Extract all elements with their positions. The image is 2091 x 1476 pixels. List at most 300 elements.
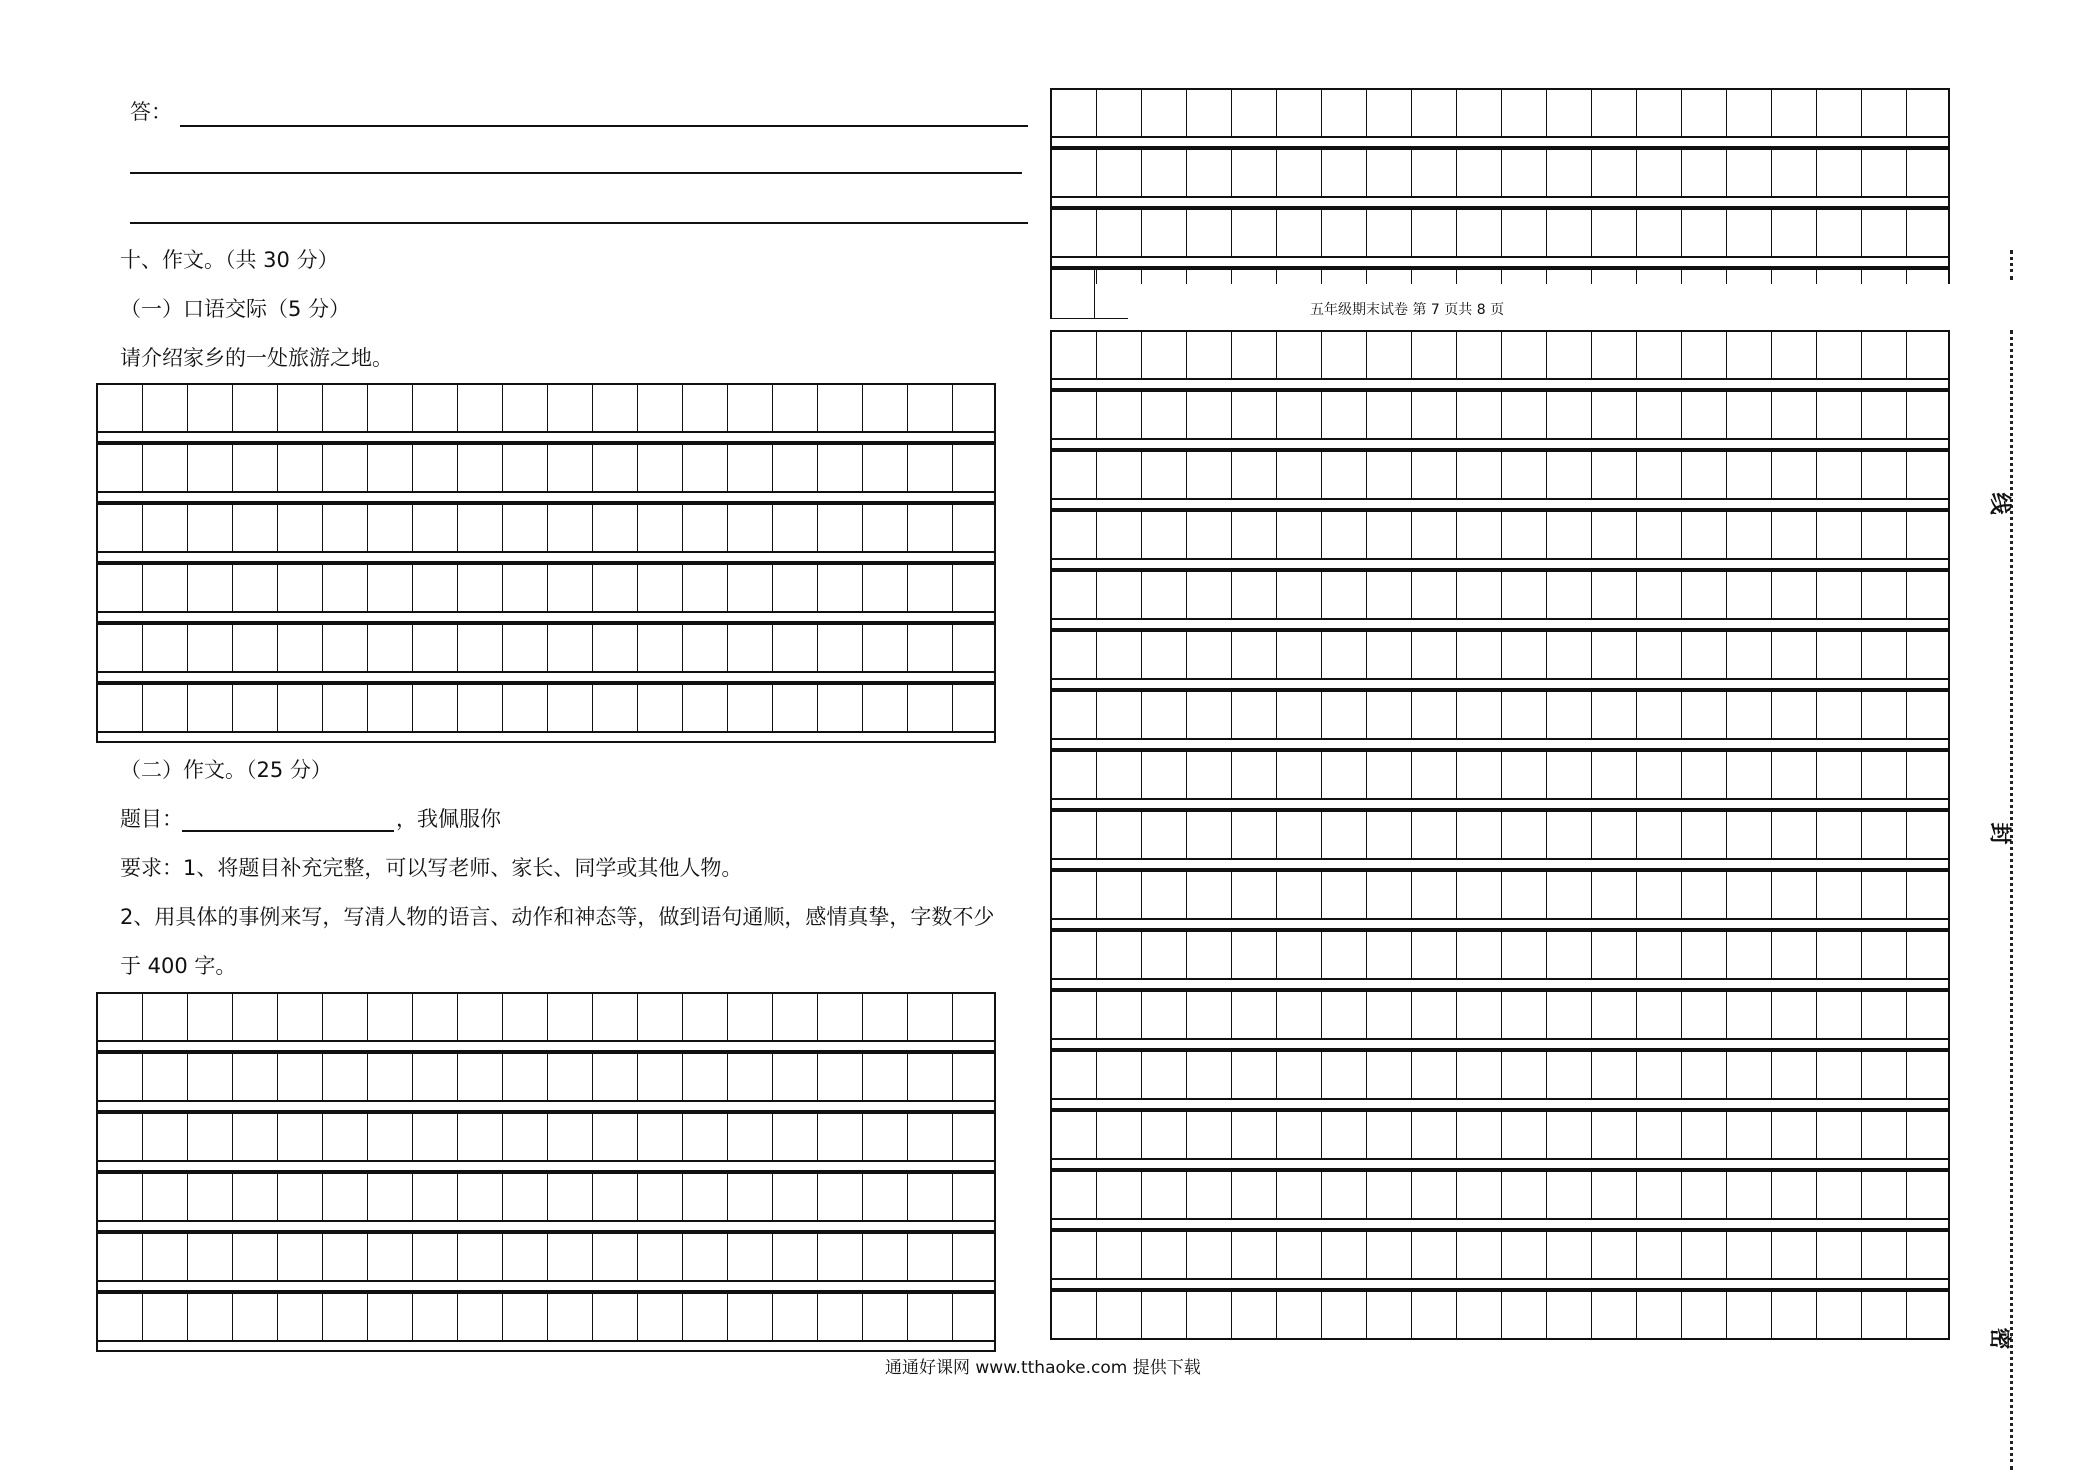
grid-cell[interactable] <box>188 1294 233 1340</box>
grid-cell[interactable] <box>1457 1232 1502 1278</box>
grid-cell[interactable] <box>278 1054 323 1100</box>
grid-cell[interactable] <box>188 994 233 1040</box>
grid-cell[interactable] <box>593 1234 638 1280</box>
grid-cell[interactable] <box>1907 932 1948 978</box>
grid-cell[interactable] <box>1592 512 1637 558</box>
grid-cell[interactable] <box>1457 1052 1502 1098</box>
grid-cell[interactable] <box>1502 270 1547 284</box>
grid-cell[interactable] <box>1457 392 1502 438</box>
grid-cell[interactable] <box>98 1234 143 1280</box>
grid-cell[interactable] <box>1142 332 1187 378</box>
grid-cell[interactable] <box>1052 872 1097 918</box>
grid-cell[interactable] <box>1457 1292 1502 1338</box>
grid-cell[interactable] <box>1232 632 1277 678</box>
grid-cell[interactable] <box>818 1234 863 1280</box>
grid-cell[interactable] <box>728 685 773 731</box>
grid-cell[interactable] <box>1727 150 1772 196</box>
grid-cell[interactable] <box>1142 752 1187 798</box>
grid-cell[interactable] <box>1547 150 1592 196</box>
grid-cell[interactable] <box>1592 932 1637 978</box>
grid-cell[interactable] <box>728 625 773 671</box>
grid-cell[interactable] <box>1907 452 1948 498</box>
grid-cell[interactable] <box>1817 752 1862 798</box>
grid-cell[interactable] <box>863 685 908 731</box>
grid-cell[interactable] <box>1457 992 1502 1038</box>
grid-cell[interactable] <box>413 994 458 1040</box>
grid-cell[interactable] <box>1367 752 1412 798</box>
grid-cell[interactable] <box>143 1294 188 1340</box>
grid-cell[interactable] <box>1682 392 1727 438</box>
grid-cell[interactable] <box>1232 872 1277 918</box>
grid-cell[interactable] <box>458 625 503 671</box>
grid-cell[interactable] <box>1232 1232 1277 1278</box>
grid-cell[interactable] <box>1277 270 1322 284</box>
grid-cell[interactable] <box>548 1114 593 1160</box>
grid-cell[interactable] <box>233 625 278 671</box>
grid-cell[interactable] <box>1592 692 1637 738</box>
grid-cell[interactable] <box>1907 572 1948 618</box>
grid-cell[interactable] <box>1457 632 1502 678</box>
grid-cell[interactable] <box>1592 1112 1637 1158</box>
grid-cell[interactable] <box>1142 1292 1187 1338</box>
grid-cell[interactable] <box>1457 1112 1502 1158</box>
grid-cell[interactable] <box>1052 1052 1097 1098</box>
grid-cell[interactable] <box>953 1114 994 1160</box>
grid-cell[interactable] <box>1772 1292 1817 1338</box>
grid-cell[interactable] <box>1142 210 1187 256</box>
grid-cell[interactable] <box>1097 1172 1142 1218</box>
grid-cell[interactable] <box>1232 812 1277 858</box>
grid-cell[interactable] <box>1727 332 1772 378</box>
grid-cell[interactable] <box>953 1294 994 1340</box>
grid-cell[interactable] <box>1187 752 1232 798</box>
grid-cell[interactable] <box>1817 692 1862 738</box>
grid-cell[interactable] <box>323 505 368 551</box>
grid-cell[interactable] <box>1097 692 1142 738</box>
grid-cell[interactable] <box>1322 632 1367 678</box>
grid-cell[interactable] <box>1052 392 1097 438</box>
grid-cell[interactable] <box>413 445 458 491</box>
grid-cell[interactable] <box>1772 90 1817 136</box>
grid-cell[interactable] <box>908 1054 953 1100</box>
grid-cell[interactable] <box>1637 572 1682 618</box>
grid-cell[interactable] <box>548 1174 593 1220</box>
grid-cell[interactable] <box>503 1294 548 1340</box>
grid-cell[interactable] <box>1097 1292 1142 1338</box>
grid-cell[interactable] <box>1457 572 1502 618</box>
grid-cell[interactable] <box>1592 270 1637 284</box>
grid-cell[interactable] <box>458 1234 503 1280</box>
grid-cell[interactable] <box>1322 1112 1367 1158</box>
grid-cell[interactable] <box>458 385 503 431</box>
grid-cell[interactable] <box>1232 932 1277 978</box>
grid-cell[interactable] <box>638 445 683 491</box>
grid-cell[interactable] <box>1457 332 1502 378</box>
grid-cell[interactable] <box>278 1174 323 1220</box>
grid-cell[interactable] <box>1727 992 1772 1038</box>
grid-cell[interactable] <box>1817 812 1862 858</box>
grid-cell[interactable] <box>1862 632 1907 678</box>
grid-cell[interactable] <box>548 1294 593 1340</box>
grid-cell[interactable] <box>1367 572 1412 618</box>
grid-cell[interactable] <box>1907 812 1948 858</box>
grid-cell[interactable] <box>413 1174 458 1220</box>
grid-cell[interactable] <box>1457 512 1502 558</box>
grid-cell[interactable] <box>1817 632 1862 678</box>
grid-cell[interactable] <box>368 505 413 551</box>
grid-cell[interactable] <box>593 1174 638 1220</box>
grid-cell[interactable] <box>1232 210 1277 256</box>
grid-cell[interactable] <box>908 625 953 671</box>
grid-cell[interactable] <box>638 1174 683 1220</box>
grid-cell[interactable] <box>188 685 233 731</box>
grid-cell[interactable] <box>1232 752 1277 798</box>
grid-cell[interactable] <box>1142 270 1187 284</box>
grid-cell[interactable] <box>818 1174 863 1220</box>
grid-cell[interactable] <box>1727 1172 1772 1218</box>
grid-cell[interactable] <box>368 625 413 671</box>
grid-cell[interactable] <box>593 565 638 611</box>
grid-cell[interactable] <box>1097 1052 1142 1098</box>
grid-cell[interactable] <box>818 994 863 1040</box>
grid-cell[interactable] <box>1097 332 1142 378</box>
grid-cell[interactable] <box>1187 332 1232 378</box>
grid-cell[interactable] <box>1457 1172 1502 1218</box>
grid-cell[interactable] <box>1187 210 1232 256</box>
grid-cell[interactable] <box>1547 452 1592 498</box>
grid-cell[interactable] <box>638 1234 683 1280</box>
grid-cell[interactable] <box>188 625 233 671</box>
grid-cell[interactable] <box>1052 1292 1097 1338</box>
grid-cell[interactable] <box>1277 452 1322 498</box>
grid-cell[interactable] <box>278 385 323 431</box>
grid-cell[interactable] <box>773 625 818 671</box>
grid-cell[interactable] <box>1727 1232 1772 1278</box>
grid-cell[interactable] <box>1862 1112 1907 1158</box>
grid-cell[interactable] <box>1502 932 1547 978</box>
grid-cell[interactable] <box>1052 90 1097 136</box>
grid-cell[interactable] <box>413 1054 458 1100</box>
grid-cell[interactable] <box>1637 692 1682 738</box>
grid-cell[interactable] <box>1322 572 1367 618</box>
grid-cell[interactable] <box>1322 1172 1367 1218</box>
grid-cell[interactable] <box>1682 872 1727 918</box>
grid-cell[interactable] <box>1502 210 1547 256</box>
grid-cell[interactable] <box>1142 692 1187 738</box>
grid-cell[interactable] <box>1547 392 1592 438</box>
grid-cell[interactable] <box>1277 752 1322 798</box>
grid-cell[interactable] <box>1637 210 1682 256</box>
grid-cell[interactable] <box>1637 332 1682 378</box>
grid-cell[interactable] <box>323 385 368 431</box>
grid-cell[interactable] <box>368 994 413 1040</box>
grid-cell[interactable] <box>1097 150 1142 196</box>
grid-cell[interactable] <box>233 1174 278 1220</box>
grid-cell[interactable] <box>548 994 593 1040</box>
grid-cell[interactable] <box>683 505 728 551</box>
grid-cell[interactable] <box>1682 512 1727 558</box>
grid-cell[interactable] <box>1142 1112 1187 1158</box>
grid-cell[interactable] <box>413 1114 458 1160</box>
grid-cell[interactable] <box>1277 1172 1322 1218</box>
grid-cell[interactable] <box>1727 1052 1772 1098</box>
grid-cell[interactable] <box>1277 692 1322 738</box>
grid-cell[interactable] <box>503 445 548 491</box>
grid-cell[interactable] <box>1367 992 1412 1038</box>
grid-cell[interactable] <box>98 565 143 611</box>
grid-cell[interactable] <box>1547 812 1592 858</box>
grid-cell[interactable] <box>98 385 143 431</box>
grid-cell[interactable] <box>143 1174 188 1220</box>
grid-cell[interactable] <box>1367 392 1412 438</box>
grid-cell[interactable] <box>548 565 593 611</box>
grid-cell[interactable] <box>1862 392 1907 438</box>
grid-cell[interactable] <box>1817 270 1862 284</box>
grid-cell[interactable] <box>1097 210 1142 256</box>
grid-cell[interactable] <box>1412 692 1457 738</box>
grid-cell[interactable] <box>413 1294 458 1340</box>
grid-cell[interactable] <box>98 445 143 491</box>
grid-cell[interactable] <box>1232 692 1277 738</box>
grid-cell[interactable] <box>1727 270 1772 284</box>
grid-cell[interactable] <box>1502 572 1547 618</box>
grid-cell[interactable] <box>1907 872 1948 918</box>
grid-cell[interactable] <box>1232 992 1277 1038</box>
grid-cell[interactable] <box>1367 210 1412 256</box>
grid-cell[interactable] <box>773 505 818 551</box>
grid-cell[interactable] <box>1682 1232 1727 1278</box>
grid-cell[interactable] <box>368 1054 413 1100</box>
grid-cell[interactable] <box>503 685 548 731</box>
grid-cell[interactable] <box>1547 872 1592 918</box>
answer-line-2[interactable] <box>130 172 1022 174</box>
grid-cell[interactable] <box>1817 90 1862 136</box>
grid-cell[interactable] <box>1457 812 1502 858</box>
grid-cell[interactable] <box>953 625 994 671</box>
grid-cell[interactable] <box>953 385 994 431</box>
grid-cell[interactable] <box>728 1174 773 1220</box>
grid-cell[interactable] <box>1232 90 1277 136</box>
grid-cell[interactable] <box>1727 752 1772 798</box>
grid-cell[interactable] <box>1862 1052 1907 1098</box>
grid-cell[interactable] <box>1907 270 1948 284</box>
grid-cell[interactable] <box>458 1174 503 1220</box>
grid-cell[interactable] <box>1592 1172 1637 1218</box>
grid-cell[interactable] <box>1412 270 1457 284</box>
grid-cell[interactable] <box>278 625 323 671</box>
grid-cell[interactable] <box>1772 992 1817 1038</box>
grid-cell[interactable] <box>1907 150 1948 196</box>
grid-cell[interactable] <box>1097 932 1142 978</box>
grid-cell[interactable] <box>1232 1112 1277 1158</box>
grid-cell[interactable] <box>1502 752 1547 798</box>
grid-cell[interactable] <box>683 625 728 671</box>
grid-cell[interactable] <box>953 505 994 551</box>
grid-cell[interactable] <box>503 505 548 551</box>
grid-cell[interactable] <box>1367 1292 1412 1338</box>
grid-cell[interactable] <box>98 994 143 1040</box>
grid-cell[interactable] <box>1412 1052 1457 1098</box>
grid-cell[interactable] <box>683 1294 728 1340</box>
grid-cell[interactable] <box>323 994 368 1040</box>
grid-cell[interactable] <box>1187 150 1232 196</box>
grid-cell[interactable] <box>773 445 818 491</box>
answer-line-3[interactable] <box>130 222 1028 224</box>
grid-cell[interactable] <box>233 1234 278 1280</box>
grid-cell[interactable] <box>188 565 233 611</box>
grid-cell[interactable] <box>1502 812 1547 858</box>
grid-cell[interactable] <box>1772 512 1817 558</box>
grid-cell[interactable] <box>1457 90 1502 136</box>
grid-cell[interactable] <box>1727 932 1772 978</box>
grid-cell[interactable] <box>1682 1292 1727 1338</box>
grid-cell[interactable] <box>1142 812 1187 858</box>
grid-cell[interactable] <box>1457 932 1502 978</box>
grid-cell[interactable] <box>728 1234 773 1280</box>
grid-cell[interactable] <box>1547 752 1592 798</box>
grid-cell[interactable] <box>1637 1112 1682 1158</box>
grid-cell[interactable] <box>683 994 728 1040</box>
grid-cell[interactable] <box>908 385 953 431</box>
grid-cell[interactable] <box>818 625 863 671</box>
grid-cell[interactable] <box>1412 992 1457 1038</box>
grid-cell[interactable] <box>1097 872 1142 918</box>
grid-cell[interactable] <box>548 1054 593 1100</box>
grid-cell[interactable] <box>1412 452 1457 498</box>
grid-cell[interactable] <box>1862 332 1907 378</box>
grid-cell[interactable] <box>863 1294 908 1340</box>
grid-cell[interactable] <box>1682 932 1727 978</box>
grid-cell[interactable] <box>1772 332 1817 378</box>
grid-cell[interactable] <box>1322 752 1367 798</box>
grid-cell[interactable] <box>1637 150 1682 196</box>
grid-cell[interactable] <box>1412 150 1457 196</box>
grid-cell[interactable] <box>188 385 233 431</box>
grid-cell[interactable] <box>1322 210 1367 256</box>
grid-cell[interactable] <box>233 445 278 491</box>
grid-cell[interactable] <box>1772 752 1817 798</box>
grid-cell[interactable] <box>863 565 908 611</box>
grid-cell[interactable] <box>1277 1112 1322 1158</box>
grid-cell[interactable] <box>458 1294 503 1340</box>
grid-cell[interactable] <box>143 1114 188 1160</box>
grid-cell[interactable] <box>1097 992 1142 1038</box>
grid-cell[interactable] <box>773 565 818 611</box>
grid-cell[interactable] <box>1502 512 1547 558</box>
grid-cell[interactable] <box>548 625 593 671</box>
grid-cell[interactable] <box>233 1114 278 1160</box>
grid-cell[interactable] <box>1052 1232 1097 1278</box>
grid-cell[interactable] <box>1412 90 1457 136</box>
grid-cell[interactable] <box>1682 210 1727 256</box>
grid-cell[interactable] <box>458 565 503 611</box>
grid-cell[interactable] <box>1772 210 1817 256</box>
grid-cell[interactable] <box>278 1114 323 1160</box>
grid-cell[interactable] <box>1592 752 1637 798</box>
grid-cell[interactable] <box>1682 90 1727 136</box>
grid-cell[interactable] <box>503 385 548 431</box>
grid-cell[interactable] <box>1277 1232 1322 1278</box>
grid-cell[interactable] <box>683 445 728 491</box>
grid-cell[interactable] <box>1142 572 1187 618</box>
grid-cell[interactable] <box>683 1174 728 1220</box>
grid-cell[interactable] <box>683 1054 728 1100</box>
grid-cell[interactable] <box>503 994 548 1040</box>
grid-cell[interactable] <box>1592 992 1637 1038</box>
grid-cell[interactable] <box>278 1234 323 1280</box>
grid-cell[interactable] <box>1052 632 1097 678</box>
grid-cell[interactable] <box>1412 210 1457 256</box>
grid-cell[interactable] <box>1457 210 1502 256</box>
grid-cell[interactable] <box>818 1294 863 1340</box>
grid-cell[interactable] <box>1592 332 1637 378</box>
grid-cell[interactable] <box>413 685 458 731</box>
grid-cell[interactable] <box>728 385 773 431</box>
grid-cell[interactable] <box>1547 932 1592 978</box>
grid-cell[interactable] <box>323 685 368 731</box>
grid-cell[interactable] <box>1097 752 1142 798</box>
grid-cell[interactable] <box>1367 1112 1412 1158</box>
grid-cell[interactable] <box>818 385 863 431</box>
grid-cell[interactable] <box>683 685 728 731</box>
grid-cell[interactable] <box>1772 270 1817 284</box>
grid-cell[interactable] <box>1052 992 1097 1038</box>
grid-cell[interactable] <box>1727 90 1772 136</box>
grid-cell[interactable] <box>1907 992 1948 1038</box>
grid-cell[interactable] <box>1727 872 1772 918</box>
grid-cell[interactable] <box>1862 692 1907 738</box>
grid-cell[interactable] <box>503 625 548 671</box>
grid-cell[interactable] <box>863 994 908 1040</box>
grid-cell[interactable] <box>863 1054 908 1100</box>
grid-cell[interactable] <box>1142 150 1187 196</box>
grid-cell[interactable] <box>98 1294 143 1340</box>
grid-cell[interactable] <box>1592 812 1637 858</box>
grid-cell[interactable] <box>1637 1232 1682 1278</box>
grid-cell[interactable] <box>1772 812 1817 858</box>
grid-cell[interactable] <box>1142 1172 1187 1218</box>
grid-cell[interactable] <box>773 1114 818 1160</box>
grid-cell[interactable] <box>1502 1112 1547 1158</box>
grid-cell[interactable] <box>1727 392 1772 438</box>
grid-cell[interactable] <box>1097 512 1142 558</box>
grid-cell[interactable] <box>1232 512 1277 558</box>
grid-cell[interactable] <box>278 445 323 491</box>
grid-cell[interactable] <box>1097 392 1142 438</box>
grid-cell[interactable] <box>548 1234 593 1280</box>
grid-cell[interactable] <box>1907 1052 1948 1098</box>
grid-cell[interactable] <box>593 445 638 491</box>
grid-cell[interactable] <box>1322 1232 1367 1278</box>
grid-cell[interactable] <box>458 1054 503 1100</box>
grid-cell[interactable] <box>1277 992 1322 1038</box>
grid-cell[interactable] <box>1142 872 1187 918</box>
grid-cell[interactable] <box>1727 812 1772 858</box>
grid-cell[interactable] <box>1637 812 1682 858</box>
grid-cell[interactable] <box>1232 150 1277 196</box>
grid-cell[interactable] <box>1817 210 1862 256</box>
grid-cell[interactable] <box>1862 210 1907 256</box>
grid-cell[interactable] <box>413 505 458 551</box>
grid-cell[interactable] <box>593 994 638 1040</box>
grid-cell[interactable] <box>1592 90 1637 136</box>
grid-cell[interactable] <box>323 1174 368 1220</box>
grid-cell[interactable] <box>638 1054 683 1100</box>
grid-cell[interactable] <box>323 445 368 491</box>
grid-cell[interactable] <box>1772 572 1817 618</box>
grid-cell[interactable] <box>1862 872 1907 918</box>
grid-cell[interactable] <box>1547 90 1592 136</box>
